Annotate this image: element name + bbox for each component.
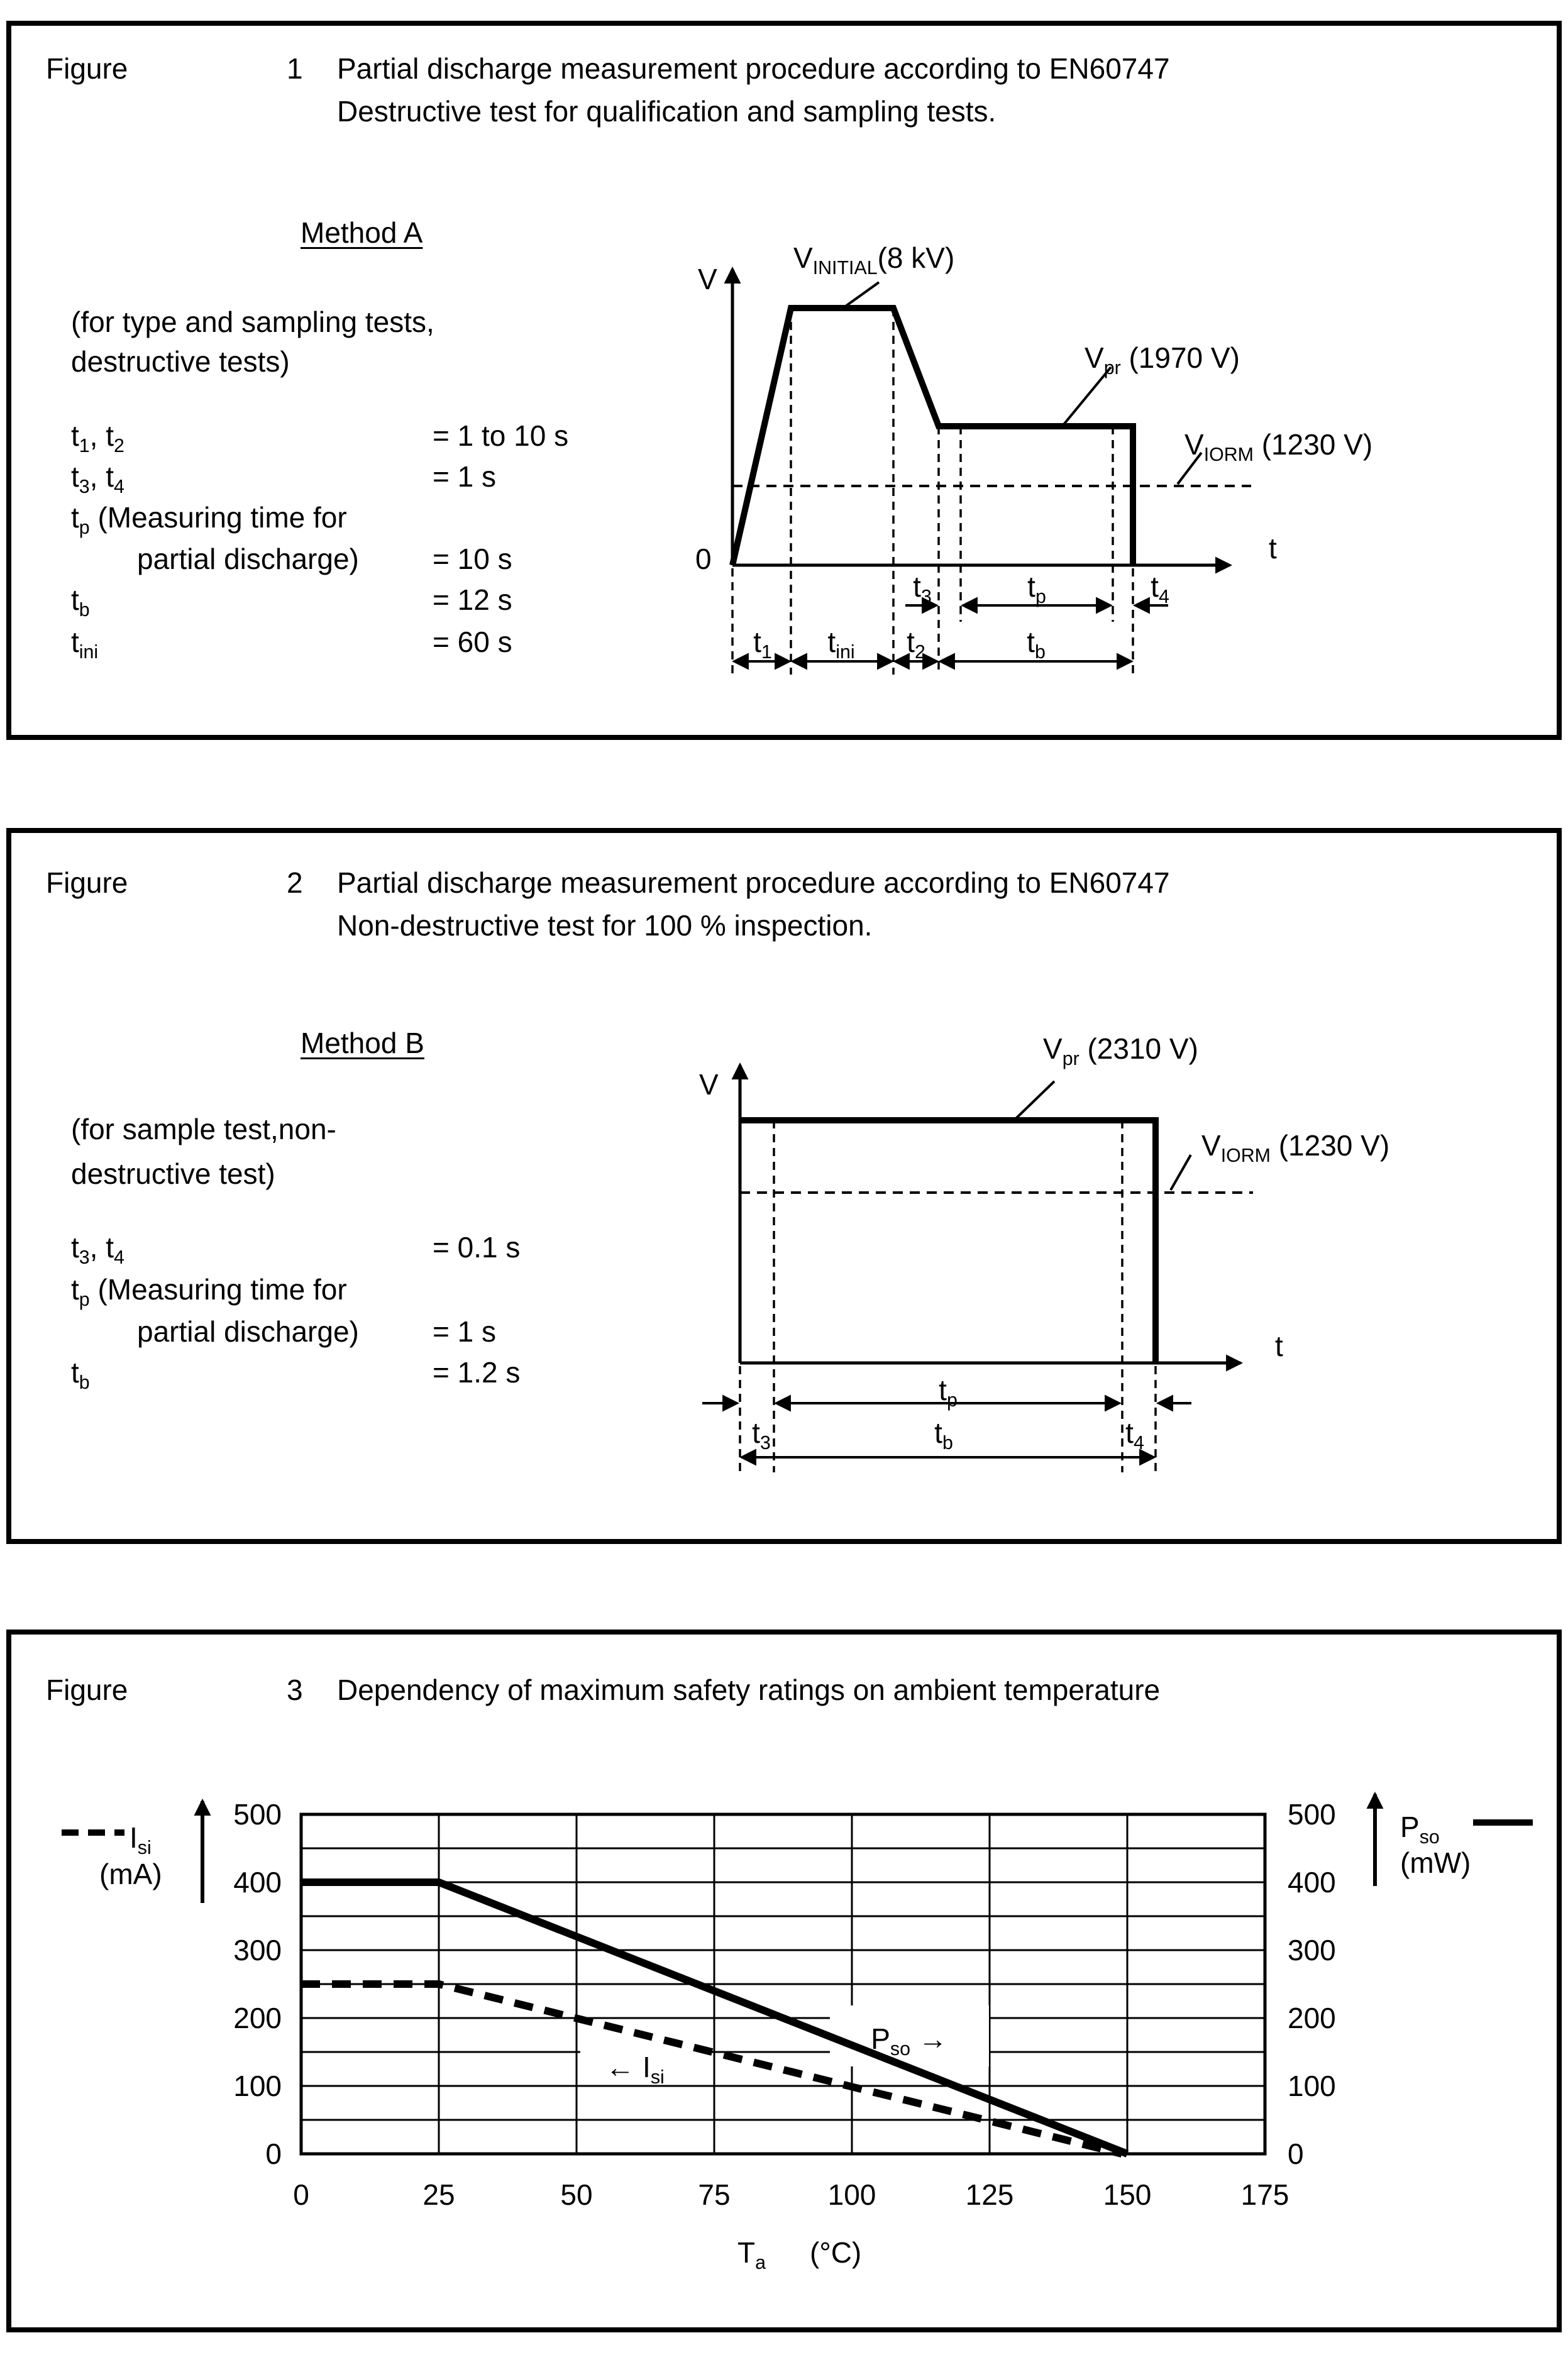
x-axis-tick-label: 25 [422,2178,455,2211]
param-value: = 1 s [433,460,497,493]
param-value: = 1.2 s [433,1356,521,1389]
figure2-title-line2: Non-destructive test for 100 % inspection. [337,909,873,942]
param-value: = 12 s [433,583,512,616]
figure2-title-line1: Partial discharge measurement procedure according to EN60747 [337,866,1170,899]
figure3-title: Dependency of maximum safety ratings on ambient temperature [337,1674,1161,1706]
t3-label: $t_3$ [913,570,932,608]
x-axis-tick-label: 150 [1103,2178,1152,2211]
legend-isi-unit: (mA) [99,1858,162,1890]
y-axis-right-tick-label: 500 [1288,1798,1336,1831]
param-label: $t_1$, $t_2$ [71,419,124,457]
y-axis-left-tick-label: 300 [233,1934,282,1966]
figure1-box [6,21,1562,740]
param-value: = 0.1 s [433,1231,521,1264]
figure2-box [6,828,1562,1544]
legend-pso-series: $P_{so}$ [1400,1811,1440,1848]
param-value: = 10 s [433,543,512,575]
origin-label: 0 [695,543,712,575]
figure1-condition-line1: (for type and sampling tests, [71,306,434,338]
y-axis-right-tick-label: 0 [1288,2137,1304,2170]
y-axis-right-tick-label: 300 [1288,1934,1336,1966]
param-label: $t_b$ [71,583,90,621]
tp-label: $t_p$ [939,1374,958,1411]
param-label: $t_b$ [71,1356,90,1394]
legend-isi-series: $I_{si}$ [130,1821,152,1859]
figure1-method: Method A [301,216,423,249]
method-a-waveform-diagram [671,221,1508,686]
y-axis-right-tick-label: 100 [1288,2070,1336,2102]
figure2-method: Method B [301,1027,424,1059]
param-value: = 60 s [433,626,512,658]
x-axis-tick-label: 175 [1240,2178,1289,2211]
y-axis-left-tick-label: 100 [233,2070,282,2102]
figure2-condition-line1: (for sample test,non- [71,1113,336,1145]
figure2-label: Figure [46,866,128,899]
param-value: = 1 s [433,1315,497,1348]
method-b-waveform-diagram [671,1022,1508,1487]
figure2-condition-line2: destructive test) [71,1157,275,1190]
method-a-waveform-svg [671,221,1508,686]
param-label: $t_p$ (Measuring time for [71,1273,347,1311]
v-axis-label: V [699,1068,719,1101]
tini-label: $t_{ini}$ [827,626,855,663]
y-axis-right-tick-label: 400 [1288,1866,1336,1899]
t-axis-label: t [1275,1330,1283,1362]
y-axis-left-tick-label: 200 [233,2002,282,2034]
y-axis-right-tick-label: 200 [1288,2002,1336,2034]
t1-label: $t_1$ [753,626,772,663]
figure1-condition-line2: destructive tests) [71,345,290,378]
figure3-box [6,1630,1562,2332]
figure3-label: Figure [46,1674,128,1706]
x-axis-tick-label: 50 [560,2178,593,2211]
isi-curve-annotation: ← $I_{si}$ [605,2051,665,2088]
param-label: partial discharge) [137,543,359,575]
v-axis-label: V [698,263,717,295]
method-b-waveform-svg [671,1022,1508,1487]
y-axis-left-tick-label: 500 [233,1798,282,1831]
figure1-title-line1: Partial discharge measurement procedure according to EN60747 [337,52,1170,85]
tb-label: $t_b$ [1027,626,1046,663]
v-iorm-label: $V_{IORM}$ (1230 V) [1184,428,1373,466]
figure3-number: 3 [287,1674,303,1706]
x-axis-label: $T_a$ [737,2236,766,2274]
y-axis-left-tick-label: 400 [233,1866,282,1899]
t3-label: $t_3$ [752,1416,771,1454]
t-axis-label: t [1269,532,1277,565]
param-label: $t_3$, $t_4$ [71,1231,124,1269]
x-axis-unit: (°C) [810,2236,862,2269]
t4-label: $t_4$ [1125,1416,1144,1454]
param-value: = 1 to 10 s [433,419,569,452]
series-isi [301,1984,1122,2154]
x-axis-tick-label: 125 [965,2178,1014,2211]
tb-label: $t_b$ [934,1416,953,1454]
t2-label: $t_2$ [907,626,925,663]
y-axis-left-tick-label: 0 [265,2137,282,2170]
v-pr-label: $V_{pr}$ (1970 V) [1085,341,1240,379]
pso-curve-annotation: $P_{so}$ → [871,2022,947,2060]
param-label: partial discharge) [137,1315,359,1348]
figure1-title-line2: Destructive test for qualification and sampling tests. [337,95,997,128]
figure1-label: Figure [46,52,128,85]
tp-label: $t_p$ [1027,570,1046,608]
x-axis-tick-label: 100 [827,2178,876,2211]
safety-ratings-chart [30,1738,1539,2310]
v-iorm-label: $V_{IORM}$ (1230 V) [1201,1129,1390,1167]
t4-label: $t_4$ [1151,570,1169,608]
param-label: $t_p$ (Measuring time for [71,501,347,539]
figure1-number: 1 [287,52,303,85]
chart-gridlines [301,1814,1265,2154]
param-label: $t_3$, $t_4$ [71,460,124,498]
v-pr-label: $V_{pr}$ (2310 V) [1043,1032,1198,1070]
x-axis-tick-label: 75 [698,2178,731,2211]
legend-pso-unit: (mW) [1400,1846,1471,1879]
v-initial-label: $V_{INITIAL}(8$ kV) [793,241,955,279]
x-axis-tick-label: 0 [293,2178,309,2211]
figure2-number: 2 [287,866,303,899]
param-label: $t_{ini}$ [71,626,99,663]
